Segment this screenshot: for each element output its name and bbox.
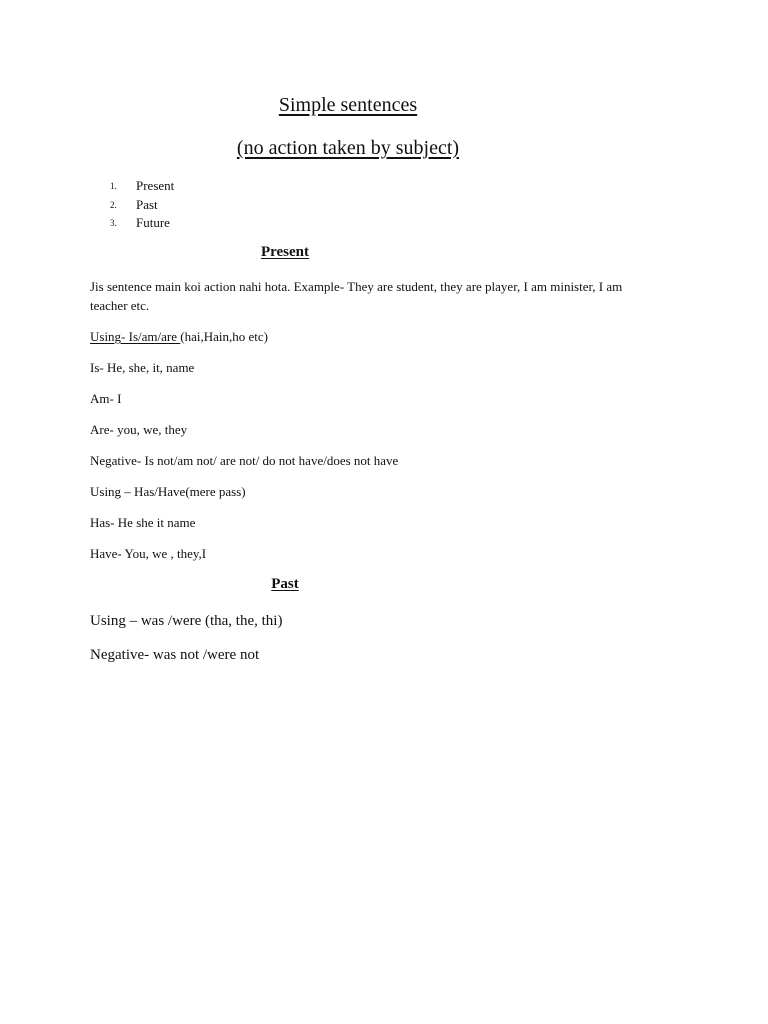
tense-list-item bbox=[110, 196, 174, 215]
present-has-line: Has- He she it name bbox=[90, 515, 196, 530]
present-are-line: Are- you, we, they bbox=[90, 422, 188, 437]
present-heading: Present bbox=[260, 244, 310, 260]
tense-list-label: Future bbox=[136, 215, 170, 230]
present-am-line: Am- I bbox=[90, 391, 122, 406]
present-using-detail: (hai,Hain,ho etc) bbox=[180, 329, 268, 344]
tense-list-label: Past bbox=[136, 196, 158, 212]
present-using-has-line: Using – Has/Have(mere pass) bbox=[90, 484, 246, 499]
present-using-label: Using- Is/am/are bbox=[90, 329, 181, 344]
present-using-line bbox=[90, 327, 268, 346]
past-negative-line: Negative- was not /were not bbox=[90, 647, 260, 663]
present-negative-line: Negative- Is not/am not/ are not/ do not have/does not have bbox=[90, 453, 399, 468]
tense-list-number: 2. bbox=[110, 199, 117, 210]
tense-list-item bbox=[110, 214, 174, 233]
document-title: Simple sentences bbox=[278, 94, 418, 116]
tense-list bbox=[110, 177, 174, 233]
present-intro-paragraph: Jis sentence main koi action nahi hota. Example- They are student, they are player, I am minister, I am teacher etc. bbox=[90, 279, 623, 313]
tense-list-item bbox=[110, 177, 174, 196]
present-have-line: Have- You, we , they,I bbox=[90, 546, 207, 561]
tense-list-number: 3. bbox=[110, 218, 117, 228]
past-using-line: Using – was /were (tha, the, thi) bbox=[90, 613, 283, 629]
document-subtitle: (no action taken by subject) bbox=[236, 137, 460, 159]
present-is-line: Is- He, she, it, name bbox=[90, 360, 195, 375]
tense-list-number: 1. bbox=[110, 181, 117, 191]
tense-list-label: Present bbox=[136, 178, 175, 193]
past-heading: Past bbox=[271, 576, 299, 592]
